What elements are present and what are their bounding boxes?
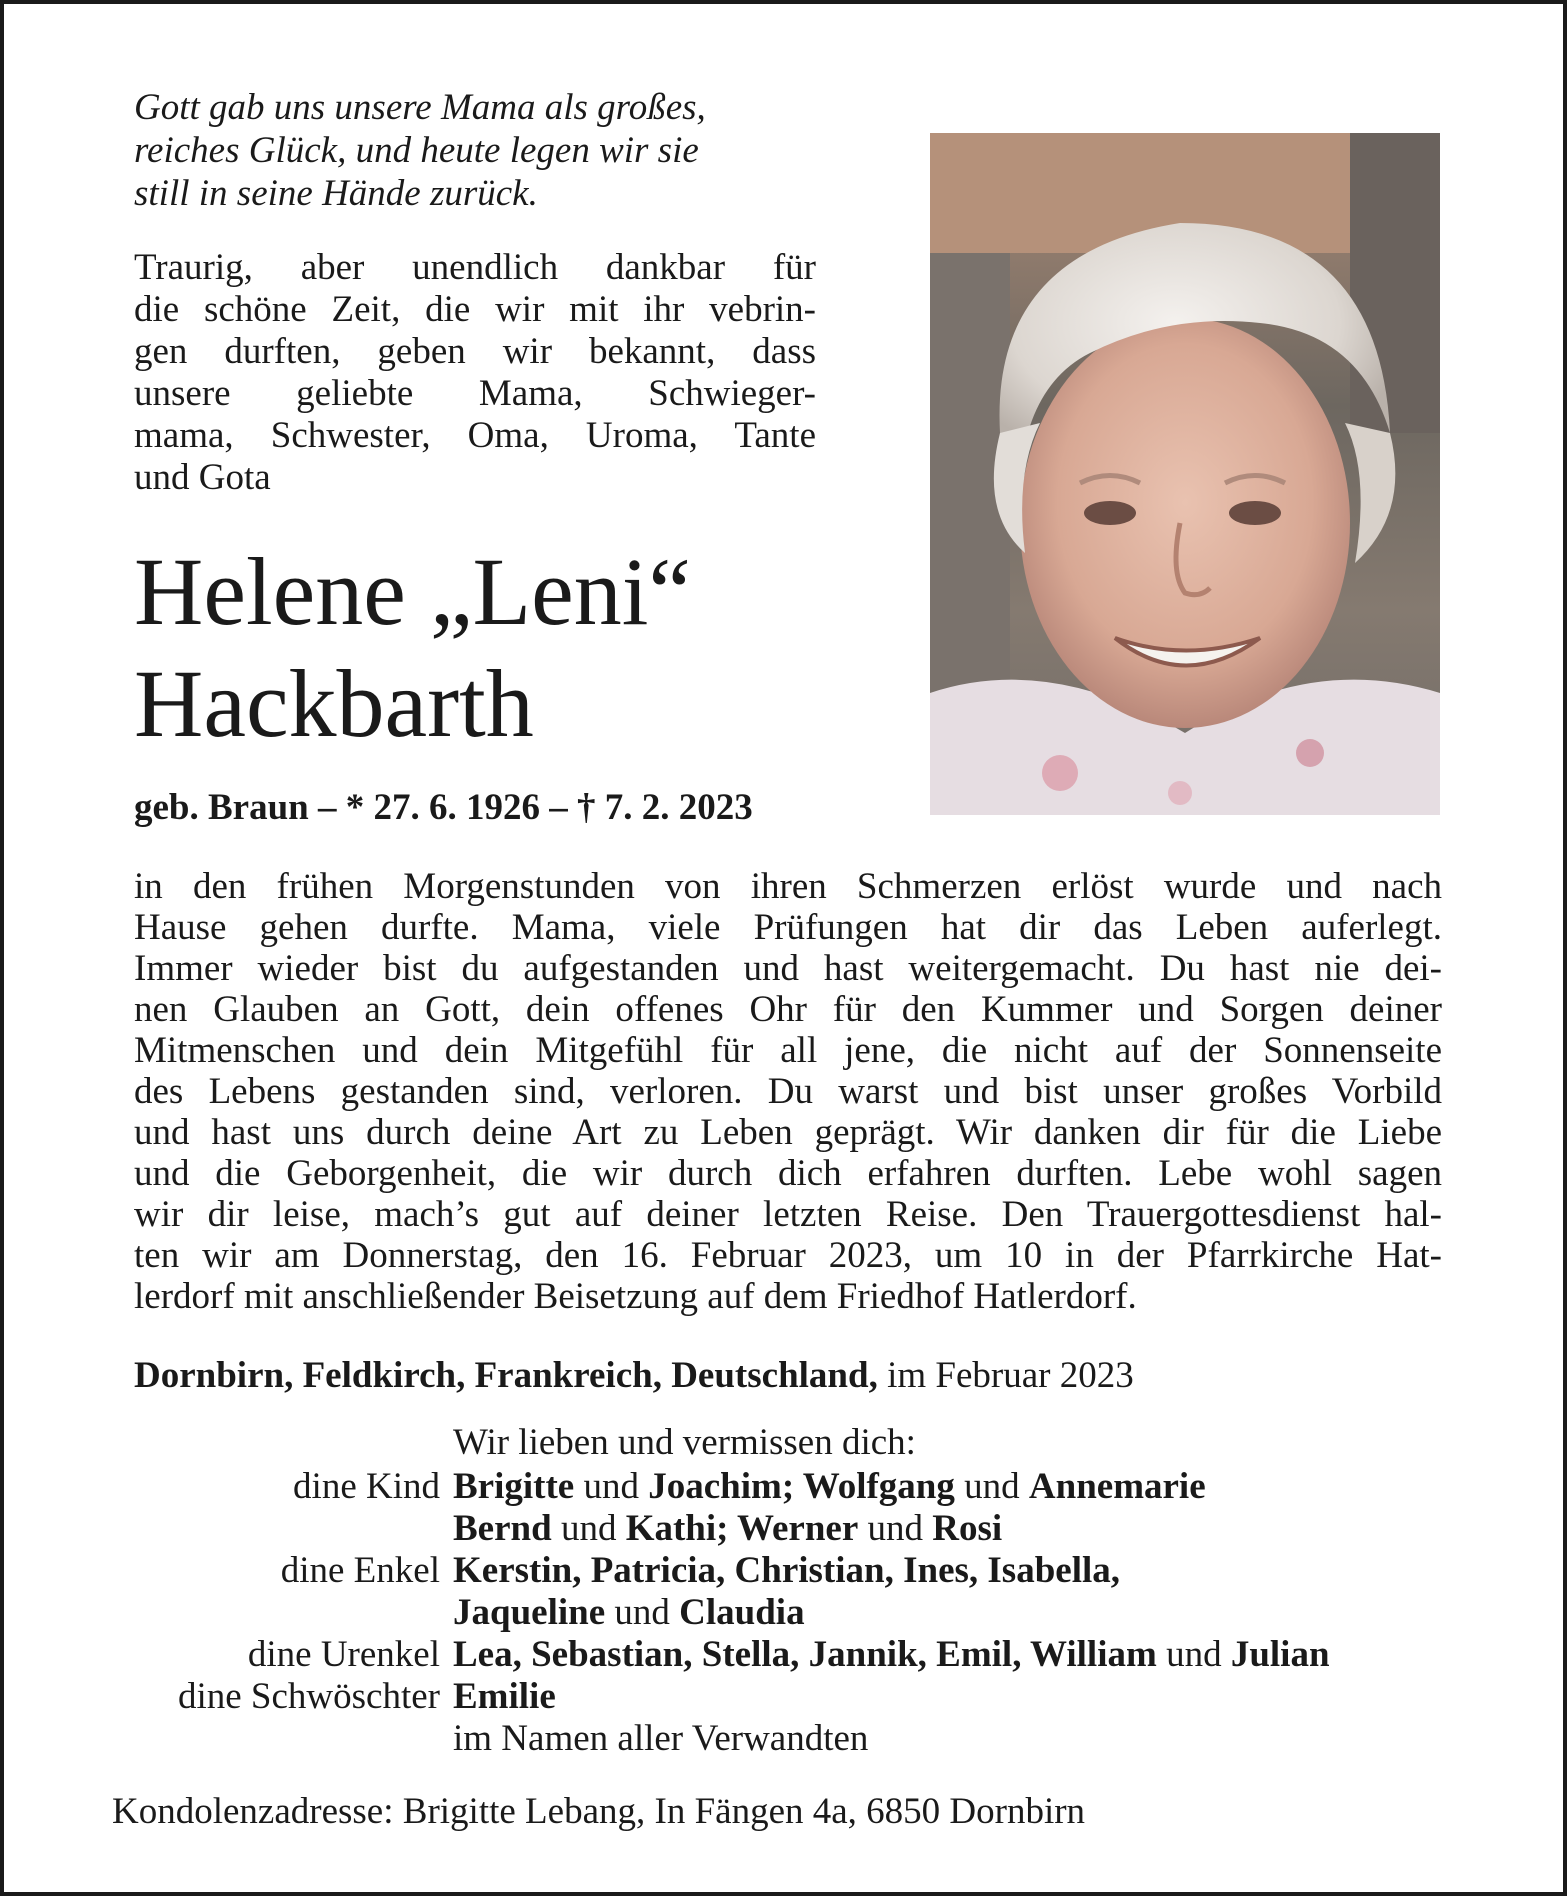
love-line: Wir lieben und vermissen dich: <box>453 1422 916 1463</box>
family-row-kind <box>4 1466 1563 1508</box>
intro-text <box>134 247 816 499</box>
name: Kathi; Werner <box>625 1508 859 1549</box>
body-line: nen Glauben an Gott, dein offenes Ohr für den Kummer und Sorgen deiner <box>134 989 1442 1030</box>
name: Joachim; Wolfgang <box>648 1466 955 1507</box>
relation-names <box>453 1634 1330 1676</box>
name: Brigitte <box>453 1466 575 1507</box>
place-and-date <box>134 1354 1134 1398</box>
relation-names <box>453 1508 1002 1550</box>
family-row-schwester <box>4 1676 1563 1718</box>
family-list <box>4 1466 1563 1760</box>
intro-line: und Gota <box>134 457 271 498</box>
name: Emilie <box>453 1676 556 1717</box>
family-row-urenkel <box>4 1634 1563 1676</box>
intro-line: Traurig, aber unendlich dankbar für <box>134 247 816 288</box>
relatives-line: im Namen aller Verwandten <box>453 1718 869 1759</box>
body-line: ten wir am Donnerstag, den 16. Februar 2023, um 10 in der Pfarrkirche Hat- <box>134 1235 1442 1276</box>
relation-label: dine Urenkel <box>247 1634 440 1675</box>
deceased-name <box>134 536 934 760</box>
relation-label: dine Enkel <box>280 1550 440 1591</box>
relation-names <box>453 1550 1120 1592</box>
intro-line: gen durften, geben wir bekannt, dass <box>134 331 816 372</box>
body-line: lerdorf mit anschließender Beisetzung auf dem Friedhof Hatlerdorf. <box>134 1276 1137 1317</box>
conjunction: und <box>1156 1634 1231 1675</box>
portrait-illustration <box>930 133 1440 815</box>
condolence-address: Kondolenzadresse: Brigitte Lebang, In Fängen 4a, 6850 Dornbirn <box>112 1791 1086 1832</box>
name-line-2: Hackbarth <box>134 650 534 757</box>
name: Kerstin, Patricia, Christian, Ines, Isabella, <box>453 1550 1121 1591</box>
body-line: Mitmenschen und dein Mitgefühl für all jene, die nicht auf der Sonnenseite <box>134 1030 1442 1071</box>
conjunction: und <box>605 1592 680 1633</box>
relation-names <box>453 1592 805 1634</box>
conjunction: und <box>551 1508 626 1549</box>
name: Lea, Sebastian, Stella, Jannik, Emil, William <box>453 1634 1157 1675</box>
name: Jaqueline <box>453 1592 606 1633</box>
intro-line: unsere geliebte Mama, Schwieger- <box>134 373 816 414</box>
verse-line: reiches Glück, und heute legen wir sie <box>134 130 699 171</box>
family-row-verwandte <box>4 1718 1563 1760</box>
name: Annemarie <box>1028 1466 1206 1507</box>
body-line: wir dir leise, mach’s gut auf deiner letzten Reise. Den Trauergottesdienst hal- <box>134 1194 1442 1235</box>
body-line: Immer wieder bist du aufgestanden und hast weitergemacht. Du hast nie dei- <box>134 948 1442 989</box>
life-dates: geb. Braun – * 27. 6. 1926 – † 7. 2. 2023 <box>134 787 753 828</box>
body-line: Hause gehen durfte. Mama, viele Prüfungen hat dir das Leben auferlegt. <box>134 907 1442 948</box>
family-row-kind-cont <box>4 1508 1563 1550</box>
relation-label: dine Schwöschter <box>177 1676 440 1717</box>
verse-line: still in seine Hände zurück. <box>134 173 538 214</box>
body-line: des Lebens gestanden sind, verloren. Du warst und bist unser großes Vorbild <box>134 1071 1442 1112</box>
name: Rosi <box>932 1508 1003 1549</box>
family-row-enkel-cont <box>4 1592 1563 1634</box>
name: Claudia <box>679 1592 805 1633</box>
place-date: im Februar 2023 <box>877 1355 1134 1396</box>
conjunction: und <box>954 1466 1029 1507</box>
relation-names <box>453 1466 1206 1508</box>
place-cities: Dornbirn, Feldkirch, Frankreich, Deutschland, <box>134 1355 878 1396</box>
name: Julian <box>1230 1634 1330 1675</box>
body-line: und hast uns durch deine Art zu Leben geprägt. Wir danken dir für die Liebe <box>134 1112 1442 1153</box>
name-line-1: Helene „Leni“ <box>134 538 691 645</box>
name: Bernd <box>453 1508 552 1549</box>
conjunction: und <box>858 1508 933 1549</box>
intro-line: mama, Schwester, Oma, Uroma, Tante <box>134 415 816 456</box>
relation-names <box>453 1676 556 1718</box>
body-text <box>134 866 1442 1317</box>
body-line: und die Geborgenheit, die wir durch dich erfahren durften. Lebe wohl sagen <box>134 1153 1442 1194</box>
portrait-photo <box>930 133 1440 815</box>
intro-line: die schöne Zeit, die wir mit ihr vebrin- <box>134 289 816 330</box>
family-row-enkel <box>4 1550 1563 1592</box>
conjunction: und <box>574 1466 649 1507</box>
body-line: in den frühen Morgenstunden von ihren Schmerzen erlöst wurde und nach <box>134 866 1442 907</box>
verse <box>134 86 774 215</box>
verse-line: Gott gab uns unsere Mama als großes, <box>134 87 706 128</box>
relation-label: dine Kind <box>293 1466 440 1507</box>
